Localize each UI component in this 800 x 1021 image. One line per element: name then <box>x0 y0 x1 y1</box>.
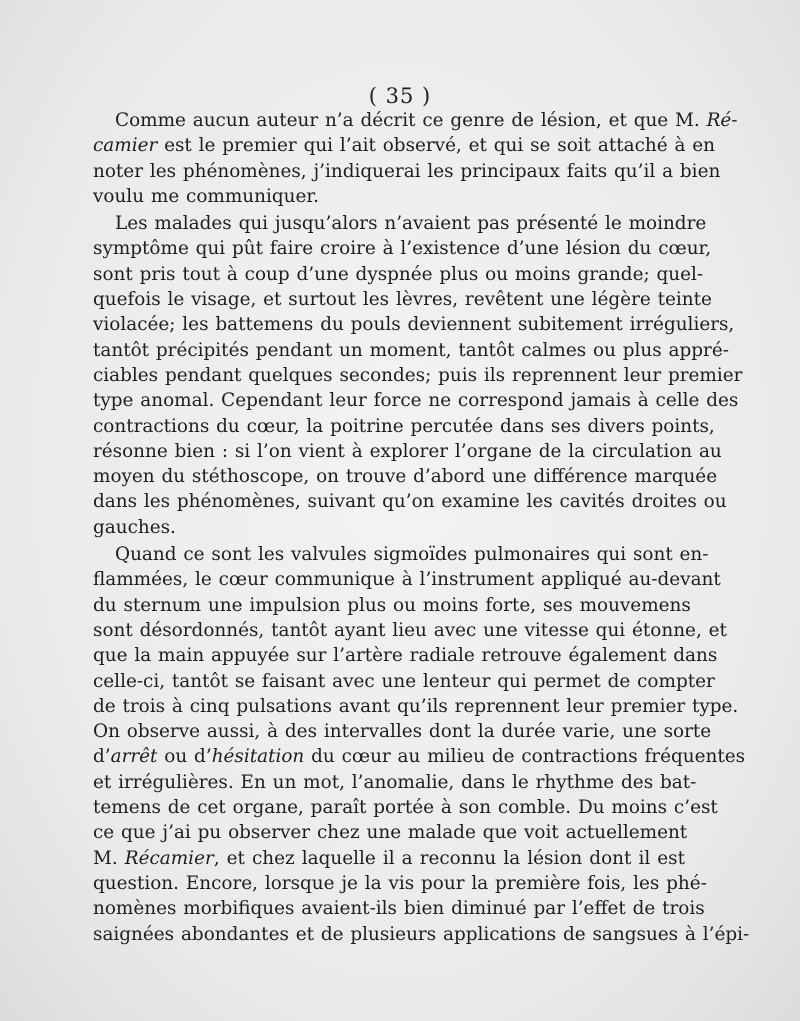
text-line <box>93 439 722 464</box>
text-segment: tantôt précipités pendant un moment, tantôt calmes ou plus appré- <box>93 339 729 361</box>
text-segment: gauches. <box>93 516 176 538</box>
text-segment: sont pris tout à coup d’une dyspnée plus ou moins grande; quel- <box>93 263 704 285</box>
text-segment: nomènes morbifiques avaient-ils bien diminué par l’effet de trois <box>93 898 705 920</box>
text-segment: M. <box>93 847 125 869</box>
text-line <box>93 262 704 287</box>
text-segment: Les malades qui jusqu’alors n’avaient pas présenté le moindre <box>115 213 707 235</box>
text-line <box>93 744 746 769</box>
text-line <box>93 312 735 337</box>
text-line <box>93 108 738 133</box>
italic-segment: hésitation <box>211 746 305 768</box>
text-segment: résonne bien : si l’on vient à explorer l’organe de la circulation au <box>93 440 722 462</box>
text-segment: dans les phénomènes, suivant qu’on examine les cavités droites ou <box>93 491 727 513</box>
text-segment: On observe aussi, à des intervalles dont la durée varie, une sorte <box>93 721 712 743</box>
text-segment: que la main appuyée sur l’artère radiale retrouve également dans <box>93 645 718 667</box>
text-segment: ciables pendant quelques secondes; puis ils reprennent leur premier <box>93 364 743 386</box>
page-number: ( 35 ) <box>368 84 432 108</box>
text-segment: temens de cet organe, paraît portée à son comble. Du moins c’est <box>93 797 718 819</box>
text-segment: de trois à cinq pulsations avant qu’ils reprennent leur premier type. <box>93 695 739 717</box>
text-segment: et irrégulières. En un mot, l’anomalie, dans le rhythme des bat- <box>93 771 697 793</box>
text-segment: , et chez laquelle il a reconnu la lésion dont il est <box>213 847 685 869</box>
text-segment: question. Encore, lorsque je la vis pour la première fois, les phé- <box>93 872 707 894</box>
text-line <box>93 643 718 668</box>
text-segment: ou d’ <box>157 746 212 768</box>
text-line <box>93 618 727 643</box>
text-segment: ce que j’ai pu observer chez une malade que voit actuellement <box>93 822 688 844</box>
text-segment: saignées abondantes et de plusieurs applications de sangsues à l’épi- <box>93 923 750 945</box>
text-segment: voulu me communiquer. <box>93 185 319 207</box>
text-segment: quefois le visage, et surtout les lèvres, revêtent une légère teinte <box>93 289 712 311</box>
text-segment: Quand ce sont les valvules sigmoïdes pulmonaires qui sont en- <box>115 544 709 566</box>
text-line <box>93 669 715 694</box>
text-segment: noter les phénomènes, j’indiquerai les principaux faits qu’il a bien <box>93 160 721 182</box>
text-segment: moyen du stéthoscope, on trouve d’abord une différence marquée <box>93 466 718 488</box>
text-segment: du cœur au milieu de contractions fréquentes <box>304 746 746 768</box>
italic-segment: Ré- <box>706 110 738 131</box>
text-line <box>93 820 688 845</box>
italic-segment: Récamier <box>124 847 214 869</box>
text-segment: Comme aucun auteur n’a décrit ce genre de lésion, et que M. <box>115 110 707 131</box>
text-line <box>93 593 691 618</box>
text-line <box>93 388 739 413</box>
text-line <box>93 719 712 744</box>
text-line <box>93 846 685 871</box>
text-line <box>93 795 718 820</box>
text-line <box>93 515 685 540</box>
text-line <box>93 414 715 439</box>
text-line <box>93 770 697 795</box>
text-line <box>93 236 712 261</box>
text-line <box>93 896 705 921</box>
text-line <box>93 184 685 209</box>
text-line <box>93 922 750 947</box>
text-segment: contractions du cœur, la poitrine percutée dans ses divers points, <box>93 415 715 437</box>
text-line <box>93 489 727 514</box>
text-segment: violacée; les battemens du pouls deviennent subitement irréguliers, <box>93 314 735 336</box>
text-line <box>93 287 712 312</box>
text-segment: du sternum une impulsion plus ou moins forte, ses mouvemens <box>93 594 691 616</box>
body-text <box>93 108 750 947</box>
text-line <box>93 871 707 896</box>
text-segment: est le premier qui l’ait observé, et qui se soit attaché à en <box>157 135 716 157</box>
text-segment: type anomal. Cependant leur force ne correspond jamais à celle des <box>93 390 739 412</box>
text-segment: sont désordonnés, tantôt ayant lieu avec une vitesse qui étonne, et <box>93 619 727 641</box>
text-line <box>93 363 743 388</box>
text-line <box>93 542 709 567</box>
text-line <box>93 338 729 363</box>
text-line <box>93 464 718 489</box>
text-line <box>93 211 707 236</box>
text-line <box>93 694 739 719</box>
text-line <box>93 159 721 184</box>
text-segment: flammées, le cœur communique à l’instrument appliqué au-devant <box>93 569 721 591</box>
text-line <box>93 567 721 592</box>
italic-segment: camier <box>93 135 158 157</box>
text-segment: symptôme qui pût faire croire à l’existence d’une lésion du cœur, <box>93 238 712 260</box>
italic-segment: arrêt <box>110 746 158 768</box>
text-segment: d’ <box>93 746 111 768</box>
text-segment: celle-ci, tantôt se faisant avec une lenteur qui permet de compter <box>93 670 715 692</box>
text-line <box>93 133 716 158</box>
